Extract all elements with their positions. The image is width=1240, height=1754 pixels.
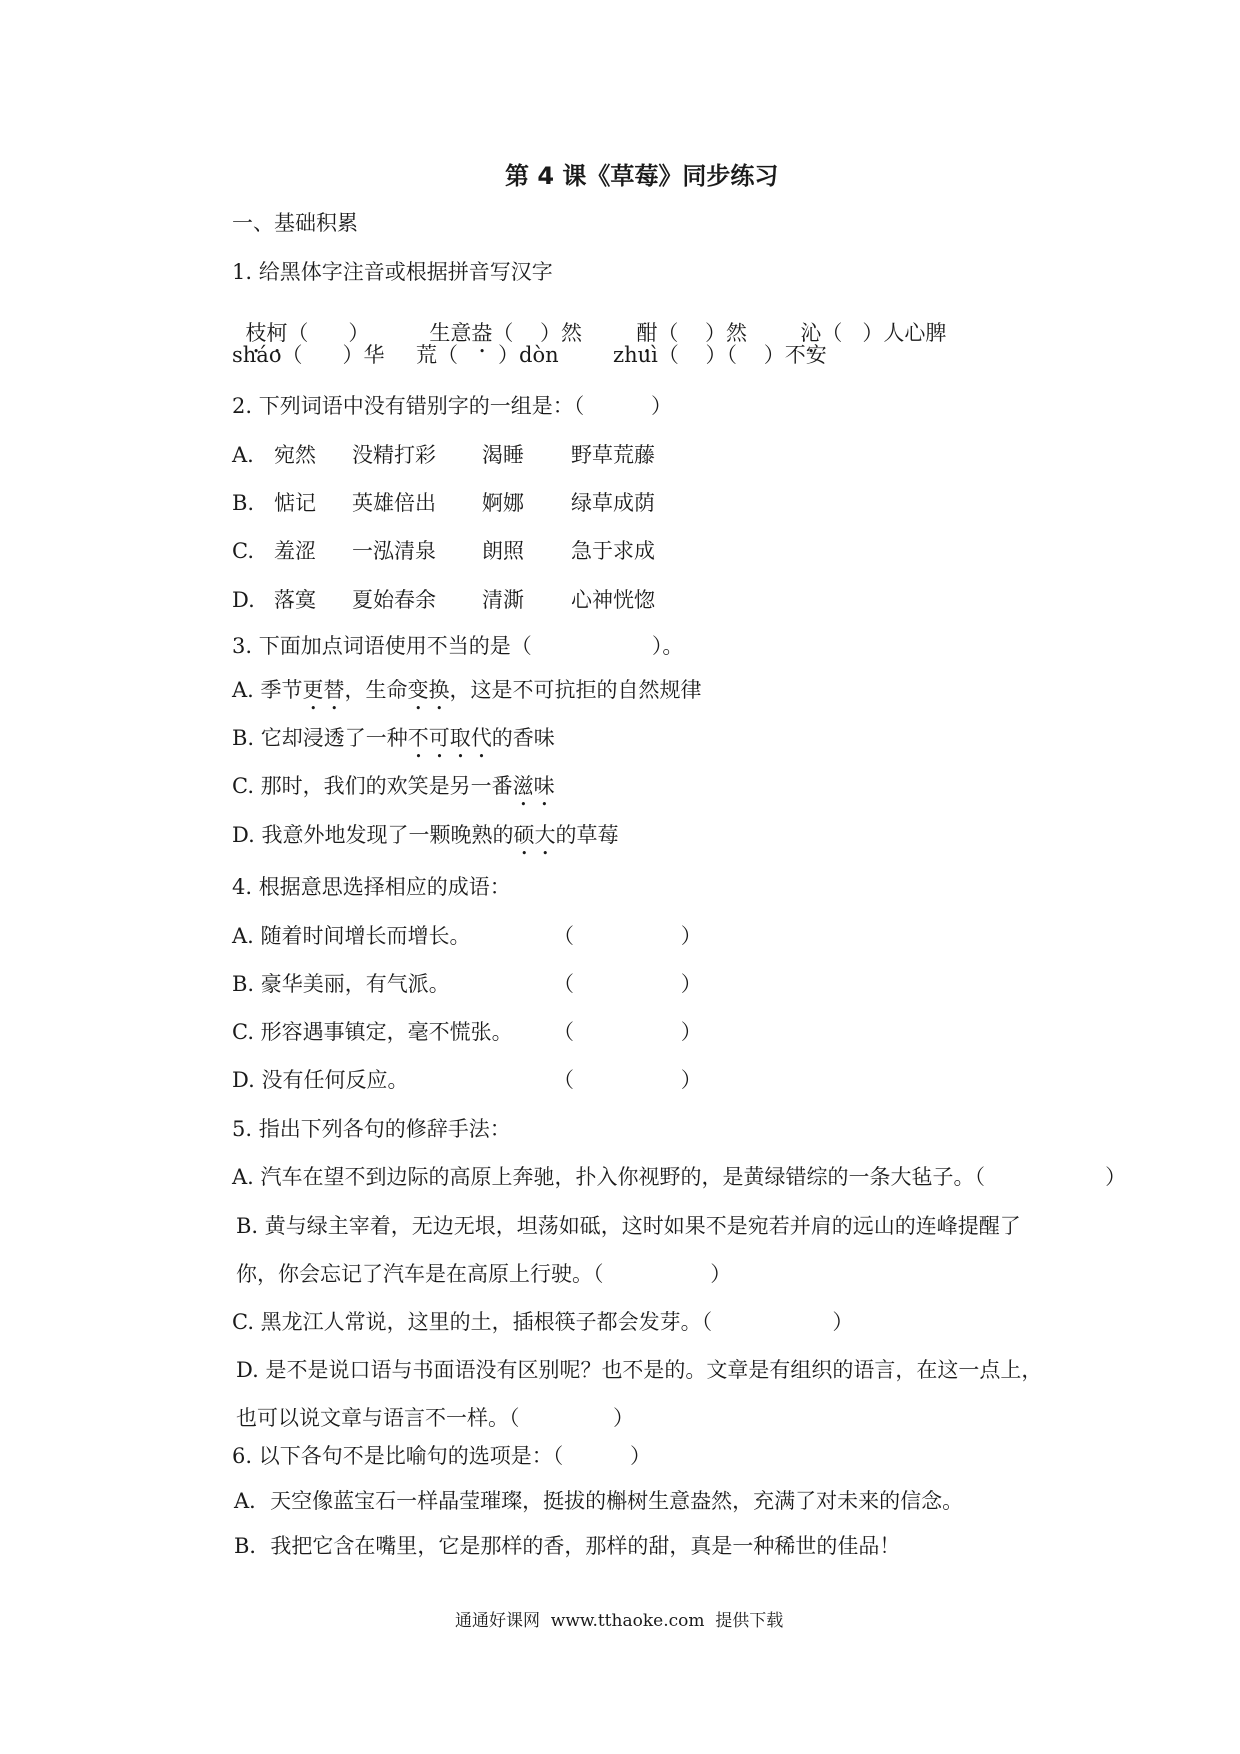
q4-item-a-blank[interactable]: （ ） xyxy=(553,924,702,948)
option-word: 清澌 xyxy=(482,588,524,612)
q1-pinyin-item-1[interactable]: sháo（ ）华 xyxy=(232,343,385,367)
q5-option-b-line1: B. 黄与绿主宰着，无边无垠，坦荡如砥，这时如果不是宛若并肩的远山的连峰提醒了 xyxy=(236,1214,1021,1238)
q4-item-b-blank[interactable]: （ ） xyxy=(553,972,702,996)
q4-item-d-text: D. 没有任何反应。 xyxy=(232,1068,409,1092)
q3-option-a xyxy=(232,678,702,715)
option-label: A. xyxy=(232,443,254,467)
page-footer: 通通好课网 www.tthaoke.com 提供下载 xyxy=(455,1611,784,1631)
option-word: 心神恍惚 xyxy=(571,588,655,612)
q5-option-c: C. 黑龙江人常说，这里的土，插根筷子都会发芽。（ ） xyxy=(232,1310,854,1334)
option-word: 惦记 xyxy=(274,491,316,515)
option-word: 羞涩 xyxy=(274,539,316,563)
option-word: 宛然 xyxy=(274,443,316,467)
q3-option-b xyxy=(232,726,555,763)
option-word: 婀娜 xyxy=(482,491,524,515)
q1-pinyin-item-3[interactable]: zhuì（ ）（ ）不安 xyxy=(613,343,827,367)
q6-option-a: A．天空像蓝宝石一样晶莹璀璨，挺拔的槲树生意盎然，充满了对未来的信念。 xyxy=(234,1489,964,1513)
q1-item-blank[interactable]: （ ）然 xyxy=(492,321,583,345)
q3-text: ，生命 xyxy=(344,678,408,702)
option-word: 野草荒藤 xyxy=(571,443,655,467)
q3-text: ，这是不可抗拒的自然规律 xyxy=(449,678,702,702)
q3-text: C. 那时，我们的欢笑是另一番 xyxy=(232,774,513,798)
q3-option-c xyxy=(232,774,555,811)
question-1-stem: 1. 给黑体字注音或根据拼音写汉字 xyxy=(232,260,553,284)
option-label: C. xyxy=(232,539,254,563)
q3-dotted-word: 不可取代 xyxy=(407,726,492,750)
option-word: 渴睡 xyxy=(482,443,524,467)
q4-item-a-text: A. 随着时间增长而增长。 xyxy=(232,924,471,948)
q3-text: B. 它却浸透了一种 xyxy=(232,726,408,750)
option-word: 一泓清泉 xyxy=(352,539,436,563)
q1-item-pre: 生意 xyxy=(429,321,472,345)
q5-option-d-line2: 也可以说文章与语言不一样。（ ） xyxy=(236,1406,634,1430)
q3-option-d xyxy=(232,823,618,860)
section-heading-basic: 一、基础积累 xyxy=(232,211,358,235)
option-word: 夏始春余 xyxy=(352,588,436,612)
q4-item-b-text: B. 豪华美丽，有气派。 xyxy=(232,972,450,996)
q4-item-d-blank[interactable]: （ ） xyxy=(553,1068,702,1092)
option-label: B. xyxy=(232,491,255,515)
q1-item-blank[interactable]: （ ） xyxy=(287,321,370,345)
q5-option-b-line2: 你，你会忘记了汽车是在高原上行驶。（ ） xyxy=(236,1262,732,1286)
option-word: 绿草成荫 xyxy=(571,491,655,515)
q3-dotted-word: 硕大 xyxy=(513,823,556,847)
q1-item-dotted: 沁 xyxy=(800,321,822,345)
q5-option-a: A. 汽车在望不到边际的高原上奔驰，扑入你视野的，是黄绿错综的一条大毡子。（ ） xyxy=(232,1165,1127,1189)
option-word: 朗照 xyxy=(482,539,524,563)
q4-item-c-text: C. 形容遇事镇定，毫不慌张。 xyxy=(232,1020,513,1044)
q3-dotted-word: 滋味 xyxy=(512,774,555,798)
q1-item-dotted: 枝柯 xyxy=(245,321,288,345)
question-3-stem: 3. 下面加点词语使用不当的是（ ）。 xyxy=(232,634,684,658)
question-2-stem: 2. 下列词语中没有错别字的一组是：（ ） xyxy=(232,394,672,418)
option-word: 落寞 xyxy=(274,588,316,612)
page-title: 第 4 课《草莓》同步练习 xyxy=(505,162,779,190)
q3-text: A. 季节 xyxy=(232,678,303,702)
q5-option-d-line1: D. 是不是说口语与书面语没有区别呢？也不是的。文章是有组织的语言，在这一点上， xyxy=(236,1358,1043,1382)
q3-dotted-word: 更替 xyxy=(302,678,345,702)
option-word: 没精打彩 xyxy=(352,443,436,467)
q3-text: 的香味 xyxy=(491,726,555,750)
option-word: 英雄倍出 xyxy=(352,491,436,515)
q1-pinyin-item-2[interactable]: 荒（ ）dòn xyxy=(416,343,559,367)
option-word: 急于求成 xyxy=(571,539,655,563)
q6-option-b: B．我把它含在嘴里，它是那样的香，那样的甜，真是一种稀世的佳品！ xyxy=(234,1534,901,1558)
q3-dotted-word: 变换 xyxy=(407,678,450,702)
question-6-stem: 6. 以下各句不是比喻句的选项是：（ ） xyxy=(232,1444,651,1468)
q1-item-blank[interactable]: （ ）人心脾 xyxy=(821,321,947,345)
q3-text: 的草莓 xyxy=(555,823,619,847)
question-4-stem: 4. 根据意思选择相应的成语： xyxy=(232,875,511,899)
question-5-stem: 5. 指出下列各句的修辞手法： xyxy=(232,1117,511,1141)
q1-item-dotted: 盎 xyxy=(471,321,493,345)
q3-text: D. 我意外地发现了一颗晚熟的 xyxy=(232,823,514,847)
option-label: D. xyxy=(232,588,255,612)
q1-item-blank[interactable]: （ ）然 xyxy=(657,321,748,345)
q4-item-c-blank[interactable]: （ ） xyxy=(553,1020,702,1044)
q1-item-dotted: 酣 xyxy=(636,321,658,345)
